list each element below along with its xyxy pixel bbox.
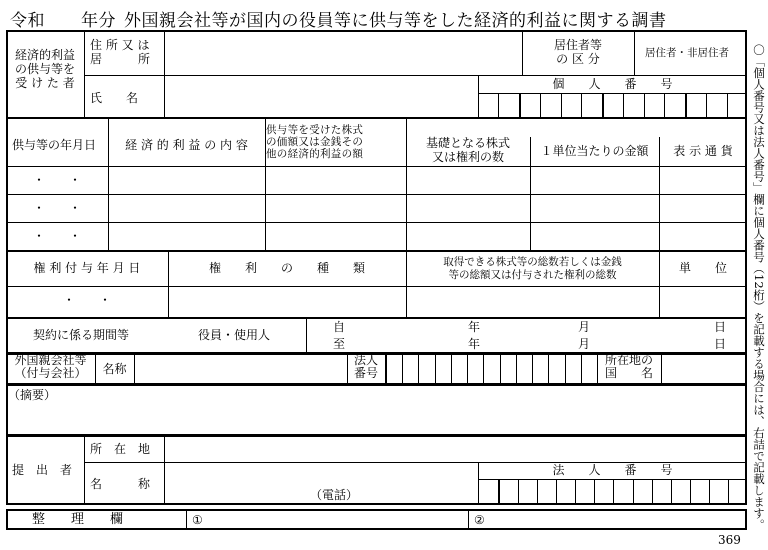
submitter-label: 提 出 者 — [12, 463, 73, 477]
parent-corp-number-label: 法人 番号 — [353, 353, 378, 380]
title-main: 外国親会社等が国内の役員等に供与等をした経済的利益に関する調書 — [124, 11, 667, 31]
office-use-label: 整 理 欄 — [32, 512, 124, 527]
submitter-location-label: 所 在 地 — [90, 442, 151, 456]
form-title — [10, 6, 667, 31]
personal-number-label: 個 人 番 号 — [552, 77, 673, 91]
office-mark-1: ① — [192, 513, 203, 527]
parent-corp-number-field[interactable] — [385, 353, 597, 385]
header-rights-unit: 単 位 — [678, 261, 727, 275]
address-label: 住 所 又 は 居 所 — [90, 38, 151, 66]
header-unit-amount: １単位当たりの金額 — [540, 144, 649, 158]
parent-company-label: 外国親会社等 （付与会社） — [14, 353, 87, 380]
period-from-month: 月 — [578, 320, 591, 334]
remarks-label: （摘要） — [8, 388, 57, 402]
header-grant-date: 供与等の年月日 — [12, 138, 97, 152]
period-label: 契約に係る期間等 — [33, 328, 130, 342]
period-to-month: 月 — [578, 337, 591, 351]
header-rights-type: 権 利 の 種 類 — [208, 261, 365, 275]
name-label: 氏 名 — [90, 91, 139, 105]
parent-country-label: 所在地の 国 名 — [604, 353, 653, 380]
submitter-corp-number-field[interactable] — [498, 479, 747, 505]
office-mark-2: ② — [474, 513, 485, 527]
grant-date-row-3[interactable]: ・ ・ — [32, 229, 81, 243]
side-note: 〇「個人番号又は法人番号」欄に個人番号（12桁）を記載する場合には、右詰で記載します。 — [752, 44, 766, 531]
header-basis-count: 基礎となる株式 又は権利の数 — [425, 136, 510, 164]
period-to-year: 年 — [468, 337, 481, 351]
header-currency: 表 示 通 貨 — [673, 144, 733, 158]
header-benefit-value: 供与等を受けた株式 の価額又は金銭その 他の経済的利益の額 — [266, 124, 364, 160]
header-benefit-content: 経 済 的 利 益 の 内 容 — [125, 138, 248, 152]
submitter-name-label: 名 称 — [90, 477, 151, 491]
residency-value: 居住者・非居住者 — [645, 47, 729, 59]
page-number: 369 — [718, 533, 741, 547]
grant-date-row-1[interactable]: ・ ・ — [32, 173, 81, 187]
parent-name-label: 名称 — [102, 362, 127, 376]
period-from-year: 年 — [468, 320, 481, 334]
period-from-day: 日 — [714, 320, 727, 334]
remarks-box[interactable] — [6, 384, 747, 436]
submitter-phone-label: （電話） — [310, 488, 359, 502]
period-to-mark: 至 — [333, 337, 346, 351]
header-rights-total: 取得できる株式等の総数若しくは金銭 等の総額又は付与された権利の総数 — [443, 256, 622, 281]
personal-number-field[interactable] — [498, 93, 747, 117]
period-from-mark: 自 — [333, 320, 346, 334]
recipient-group-label: 経済的利益 の供与等を 受 け た 者 — [14, 48, 75, 90]
title-year-suffix: 年分 — [81, 11, 116, 31]
header-rights-date: 権 利 付 与 年 月 日 — [33, 261, 141, 275]
rights-date-field[interactable]: ・ ・ — [62, 293, 111, 307]
role-value: 役員・使用人 — [198, 328, 271, 342]
period-to-day: 日 — [714, 337, 727, 351]
submitter-corp-number-label: 法 人 番 号 — [552, 463, 673, 477]
grant-date-row-2[interactable]: ・ ・ — [32, 201, 81, 215]
residency-label: 居住者等 の 区 分 — [553, 38, 602, 66]
title-era: 令和 — [10, 11, 45, 31]
